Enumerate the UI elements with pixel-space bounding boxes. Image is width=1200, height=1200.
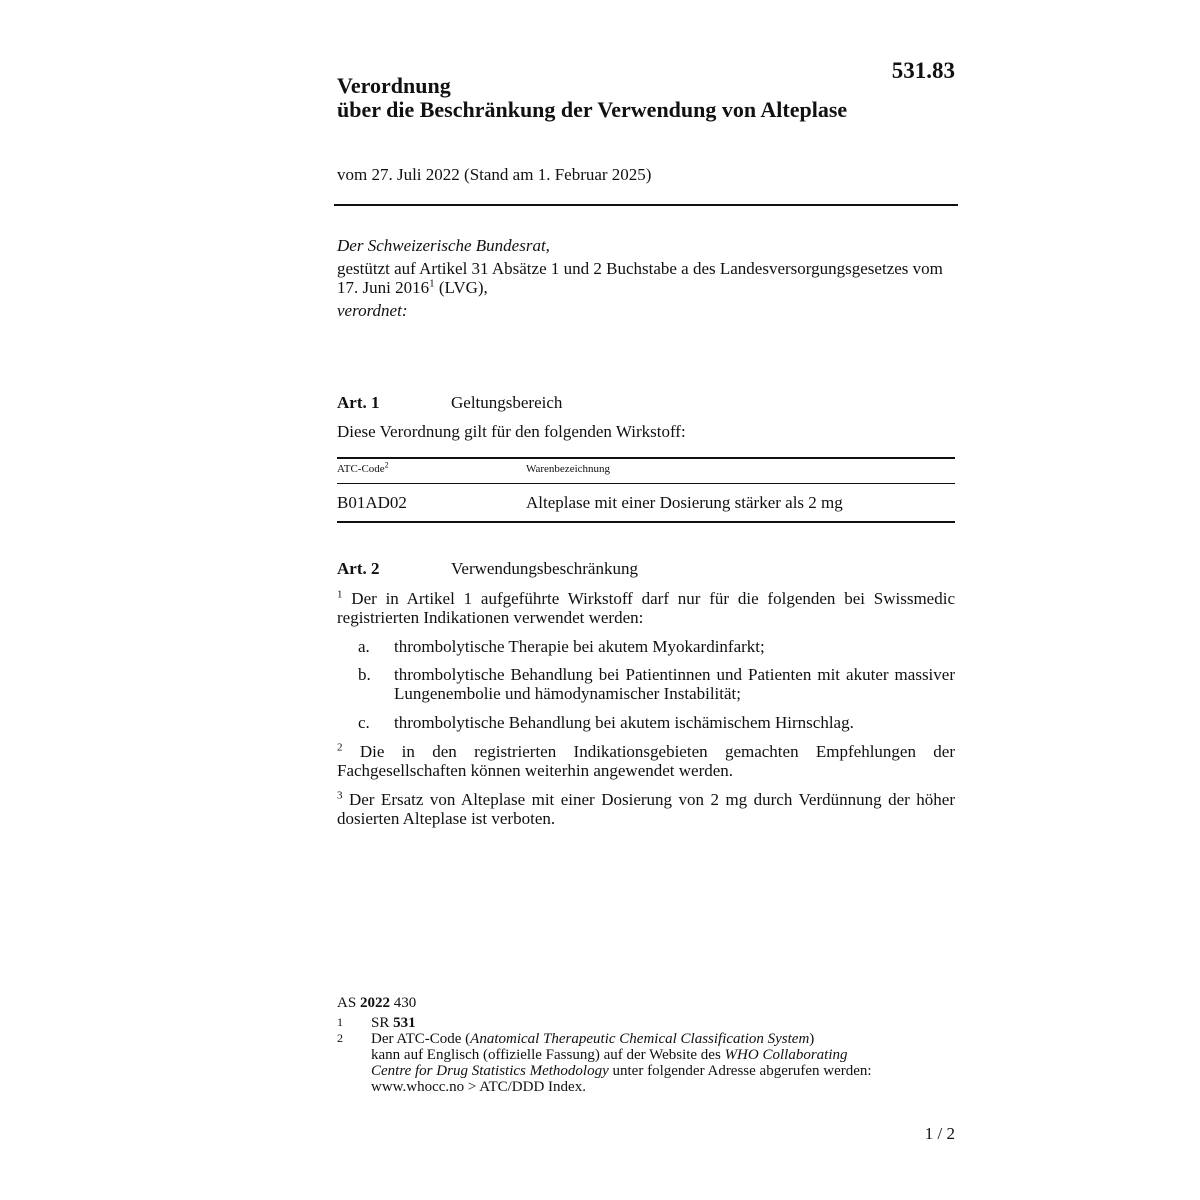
footnote-2-line-4[interactable]: www.whocc.no > ATC/DDD Index. (371, 1079, 586, 1095)
footnote-2 (371, 1031, 931, 1095)
list-letter-a: a. (358, 637, 370, 656)
paragraph-number-3: 3 (337, 789, 343, 802)
as-page: 430 (389, 995, 417, 1011)
article-2-title: Verwendungsbeschränkung (451, 559, 638, 578)
footnote-1-prefix: SR (371, 1015, 394, 1031)
article-2-heading (337, 559, 957, 581)
footnote-1 (371, 1015, 931, 1031)
title-line-1: Verordnung (337, 73, 451, 98)
table-header-atc-code (337, 460, 389, 475)
preamble-legal-basis (337, 259, 957, 297)
fn2-text-a: Der ATC-Code ( (371, 1031, 471, 1047)
table-bottom-rule (337, 521, 955, 523)
paragraph-number-1: 1 (337, 588, 343, 601)
footnote-2-line-2 (371, 1047, 931, 1063)
list-item-b: thrombolytische Behandlung bei Patientinnen und Patienten mit akuter massiver Lungenembolie und hämodynamischer Instabilität; (394, 665, 955, 703)
article-2-paragraph-2 (337, 742, 955, 780)
legal-basis-text-end: (LVG), (434, 278, 488, 297)
footnote-ref-1[interactable]: 1 (429, 277, 435, 290)
legal-basis-text: gestützt auf Artikel 31 Absätze 1 und 2 Buchstabe a des Landesversorgungsgesetzes vom 17. Juni 2016 (337, 259, 943, 297)
as-year: 2022 (359, 995, 390, 1011)
paragraph-number-2: 2 (337, 741, 343, 754)
header-divider (334, 204, 958, 206)
preamble-authority: Der Schweizerische Bundesrat, (337, 236, 550, 255)
table-header-rule (337, 483, 955, 484)
table-cell-code: B01AD02 (337, 493, 407, 512)
fn2-text-d: unter folgender Adresse abgerufen werden: (608, 1063, 872, 1079)
article-1-number: Art. 1 (337, 393, 380, 412)
article-1-heading (337, 393, 957, 415)
list-item-a: thrombolytische Therapie bei akutem Myokardinfarkt; (394, 637, 765, 656)
table-top-rule (337, 457, 955, 459)
list-letter-c: c. (358, 713, 370, 732)
sr-number: 531.83 (891, 58, 955, 83)
paragraph-3-text: Der Ersatz von Alteplase mit einer Dosierung von 2 mg durch Verdünnung der höher dosierten Alteplase ist verboten. (337, 790, 955, 828)
list-item-c: thrombolytische Behandlung bei akutem ischämischem Hirnschlag. (394, 713, 854, 732)
page-number: 1 / 2 (924, 1124, 955, 1143)
table-cell-description: Alteplase mit einer Dosierung stärker als 2 mg (526, 493, 843, 512)
footnote-1-sr: 531 (393, 1015, 416, 1031)
atc-code-label: ATC-Code (337, 463, 385, 475)
as-prefix: AS (337, 995, 360, 1011)
footnote-2-line-1 (371, 1031, 931, 1047)
fn2-text-b: ) (809, 1031, 815, 1047)
article-1-title: Geltungsbereich (451, 393, 563, 412)
date-line: vom 27. Juli 2022 (Stand am 1. Februar 2025) (337, 165, 652, 184)
table-header-description: Warenbezeichnung (526, 463, 611, 475)
preamble (337, 236, 957, 324)
article-2-paragraph-1 (337, 589, 955, 627)
article-2-paragraph-3 (337, 790, 955, 828)
list-letter-b: b. (358, 665, 371, 684)
title-line-2: über die Beschränkung der Verwendung von Alteplase (337, 97, 848, 122)
fn2-atc-name: Anatomical Therapeutic Chemical Classification System (470, 1031, 810, 1047)
article-1-intro: Diese Verordnung gilt für den folgenden Wirkstoff: (337, 422, 686, 441)
article-2-number: Art. 2 (337, 559, 380, 578)
paragraph-2-text: Die in den registrierten Indikationsgebieten gemachten Empfehlungen der Fachgesellschaften können weiterhin angewendet werden. (337, 742, 955, 780)
fn2-text-c: kann auf Englisch (offizielle Fassung) auf der Website des (371, 1047, 725, 1063)
paragraph-1-text: Der in Artikel 1 aufgeführte Wirkstoff darf nur für die folgenden bei Swissmedic registrierten Indikationen verwendet werden: (337, 589, 955, 627)
fn2-who-name: WHO Collaborating (724, 1047, 848, 1063)
official-compilation-ref (337, 995, 416, 1011)
footnote-ref-2[interactable]: 2 (384, 460, 389, 470)
preamble-decree: verordnet: (337, 301, 408, 320)
document-title (337, 74, 957, 122)
fn2-centre-name: Centre for Drug Statistics Methodology (371, 1063, 609, 1079)
footnote-2-number: 2 (337, 1031, 343, 1045)
footnote-1-number: 1 (337, 1015, 343, 1029)
footnote-2-line-3 (371, 1063, 931, 1079)
